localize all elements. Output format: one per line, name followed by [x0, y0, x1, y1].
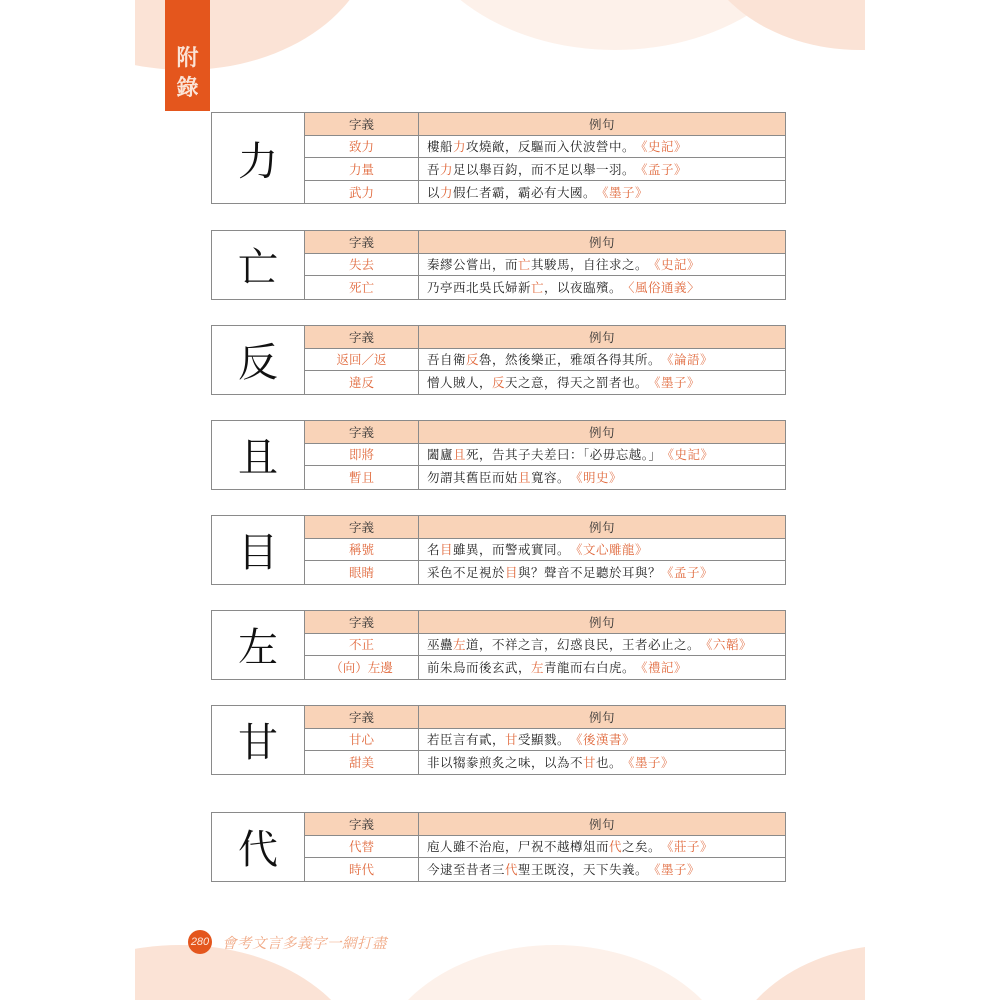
example-text: 其駿馬，自往求之。	[531, 257, 649, 273]
entry-grid	[305, 113, 785, 203]
example-highlight: 亡	[531, 280, 545, 296]
meaning-text: 致力	[348, 139, 374, 155]
table-row	[305, 444, 785, 467]
header-example-label: 例句	[588, 116, 615, 132]
book-title: 會考文言多義字一網打盡	[222, 935, 387, 952]
example-cell	[419, 349, 785, 371]
header-meaning	[305, 421, 419, 443]
example-source: 《孟子》	[661, 565, 714, 581]
header-example-label: 例句	[588, 329, 615, 345]
header-meaning-label: 字義	[348, 816, 374, 832]
headword-char: 左	[212, 611, 305, 679]
example-cell	[419, 158, 785, 180]
example-text: 與？聲音不足聽於耳與？	[518, 565, 662, 581]
header-meaning-label: 字義	[348, 424, 374, 440]
example-text: 青龍而右白虎。	[544, 660, 636, 676]
section-tab-char: 附	[176, 45, 199, 71]
meaning-text: 稱號	[348, 542, 374, 558]
meaning-text: 甘心	[348, 732, 374, 748]
header-meaning-label: 字義	[348, 116, 374, 132]
example-text: 巫蠱	[427, 637, 454, 653]
meaning-cell	[305, 751, 419, 774]
header-example	[419, 113, 785, 135]
table-row	[305, 466, 785, 489]
header-example-label: 例句	[588, 816, 615, 832]
table-header-row	[305, 421, 785, 444]
meaning-cell	[305, 634, 419, 656]
entry-grid	[305, 421, 785, 489]
example-text: 若臣言有貳，	[427, 732, 506, 748]
header-meaning	[305, 611, 419, 633]
headword-char: 反	[212, 326, 305, 394]
example-cell	[419, 656, 785, 679]
example-source: 《六韜》	[700, 637, 753, 653]
decor-blob	[725, 945, 865, 1000]
header-example	[419, 813, 785, 835]
example-text: 假仁者霸，霸必有大國。	[453, 184, 597, 200]
meaning-cell	[305, 858, 419, 881]
example-highlight: 力	[453, 139, 467, 155]
example-text: 吾自衛	[427, 352, 467, 368]
example-cell	[419, 836, 785, 858]
entry-grid	[305, 516, 785, 584]
example-source: 《孟子》	[635, 161, 688, 177]
example-cell	[419, 136, 785, 158]
header-meaning	[305, 326, 419, 348]
header-meaning	[305, 516, 419, 538]
example-text: 寬容。	[531, 470, 571, 486]
header-meaning-label: 字義	[348, 519, 374, 535]
example-text: 魯，然後樂正，雅頌各得其所。	[479, 352, 662, 368]
example-cell	[419, 371, 785, 394]
entry-table	[211, 112, 786, 204]
header-example-label: 例句	[588, 519, 615, 535]
table-header-row	[305, 113, 785, 136]
header-example	[419, 516, 785, 538]
table-header-row	[305, 611, 785, 634]
entry-table	[211, 230, 786, 300]
example-source: 〈風俗通義〉	[622, 280, 701, 296]
meaning-text: 即將	[348, 447, 374, 463]
table-row	[305, 158, 785, 181]
page-footer	[188, 930, 387, 954]
table-header-row	[305, 516, 785, 539]
meaning-text: 違反	[348, 375, 374, 391]
example-text: 非以犓豢煎炙之味，以為不	[427, 755, 584, 771]
example-text: 名	[427, 542, 441, 558]
example-highlight: 左	[531, 660, 545, 676]
example-text: 憎人賊人，	[427, 375, 493, 391]
example-text: 天之意，得天之罰者也。	[505, 375, 649, 391]
meaning-text: 失去	[348, 257, 374, 273]
header-example-label: 例句	[588, 614, 615, 630]
table-row	[305, 254, 785, 277]
headword-char: 力	[212, 113, 305, 203]
entry-grid	[305, 326, 785, 394]
meaning-cell	[305, 136, 419, 158]
header-example	[419, 611, 785, 633]
header-meaning-label: 字義	[348, 614, 374, 630]
example-highlight: 代	[505, 862, 519, 878]
meaning-text: 代替	[348, 839, 374, 855]
example-highlight: 反	[466, 352, 480, 368]
header-meaning	[305, 706, 419, 728]
example-text: 采色不足視於	[427, 565, 506, 581]
example-source: 《莊子》	[661, 839, 714, 855]
entry-table	[211, 610, 786, 680]
example-cell	[419, 729, 785, 751]
example-text: 足以舉百鈞，而不足以舉一羽。	[453, 161, 636, 177]
table-row	[305, 836, 785, 859]
meaning-text: 甜美	[348, 755, 374, 771]
example-text: 以	[427, 184, 441, 200]
example-text: ，以夜臨殯。	[544, 280, 623, 296]
example-text: 前朱鳥而後玄武，	[427, 660, 532, 676]
example-cell	[419, 539, 785, 561]
example-text: 庖人雖不治庖，尸祝不越樽俎而	[427, 839, 610, 855]
header-example	[419, 231, 785, 253]
table-row	[305, 181, 785, 204]
example-source: 《明史》	[570, 470, 623, 486]
table-header-row	[305, 231, 785, 254]
example-source: 《史記》	[661, 447, 714, 463]
example-source: 《禮記》	[635, 660, 688, 676]
book-page	[135, 0, 865, 1000]
entry-table	[211, 515, 786, 585]
example-cell	[419, 444, 785, 466]
header-meaning	[305, 113, 419, 135]
header-example	[419, 421, 785, 443]
example-source: 《後漢書》	[570, 732, 636, 748]
meaning-text: 眼睛	[348, 565, 374, 581]
meaning-text: 力量	[348, 161, 374, 177]
table-row	[305, 276, 785, 299]
header-example	[419, 326, 785, 348]
meaning-text: 返回／返	[336, 352, 387, 368]
meaning-cell	[305, 561, 419, 584]
table-row	[305, 371, 785, 394]
meaning-cell	[305, 729, 419, 751]
example-highlight: 反	[492, 375, 506, 391]
example-cell	[419, 466, 785, 489]
example-text: 吾	[427, 161, 441, 177]
table-row	[305, 539, 785, 562]
example-cell	[419, 276, 785, 299]
meaning-text: 不正	[348, 637, 374, 653]
entry-table	[211, 325, 786, 395]
table-row	[305, 751, 785, 774]
meaning-text: 武力	[348, 184, 374, 200]
example-source: 《墨子》	[596, 184, 649, 200]
header-meaning-label: 字義	[348, 709, 374, 725]
meaning-cell	[305, 349, 419, 371]
example-highlight: 代	[609, 839, 623, 855]
example-source: 《史記》	[635, 139, 688, 155]
section-tab-char: 錄	[176, 75, 199, 101]
example-source: 《墨子》	[622, 755, 675, 771]
entry-table	[211, 705, 786, 775]
example-cell	[419, 254, 785, 276]
example-source: 《墨子》	[648, 375, 701, 391]
meaning-cell	[305, 444, 419, 466]
example-highlight: 目	[505, 565, 519, 581]
example-text: 雖異，而警戒實同。	[453, 542, 571, 558]
meaning-cell	[305, 181, 419, 204]
example-cell	[419, 751, 785, 774]
header-meaning-label: 字義	[348, 329, 374, 345]
meaning-text: （向）左邊	[330, 660, 393, 676]
headword-char: 且	[212, 421, 305, 489]
header-meaning-label: 字義	[348, 234, 374, 250]
table-row	[305, 858, 785, 881]
entry-grid	[305, 706, 785, 774]
headword-char: 代	[212, 813, 305, 881]
example-highlight: 目	[440, 542, 454, 558]
example-text: 攻燒敵，反驅而入伏波營中。	[466, 139, 636, 155]
page-number-badge: 280	[188, 930, 212, 954]
example-text: 樓船	[427, 139, 454, 155]
example-text: 道，不祥之言，幻惑良民，王者必止之。	[466, 637, 701, 653]
example-text: 受顯戮。	[518, 732, 571, 748]
table-row	[305, 349, 785, 372]
example-text: 乃亭西北吳氏婦新	[427, 280, 532, 296]
example-cell	[419, 561, 785, 584]
header-meaning	[305, 813, 419, 835]
example-highlight: 亡	[518, 257, 532, 273]
example-text: 今逮至昔者三	[427, 862, 506, 878]
example-highlight: 且	[453, 447, 467, 463]
meaning-cell	[305, 466, 419, 489]
headword-char: 目	[212, 516, 305, 584]
example-source: 《墨子》	[648, 862, 701, 878]
meaning-text: 暫且	[348, 470, 374, 486]
header-example-label: 例句	[588, 424, 615, 440]
example-cell	[419, 858, 785, 881]
example-highlight: 左	[453, 637, 467, 653]
example-text: 也。	[596, 755, 623, 771]
header-example-label: 例句	[588, 709, 615, 725]
table-row	[305, 136, 785, 159]
meaning-cell	[305, 539, 419, 561]
entry-table	[211, 420, 786, 490]
table-row	[305, 656, 785, 679]
example-text: 死，告其子夫差曰：「必毋忘越。」	[466, 447, 662, 463]
table-header-row	[305, 813, 785, 836]
meaning-cell	[305, 836, 419, 858]
example-cell	[419, 634, 785, 656]
appendix-section-tab	[165, 0, 210, 111]
meaning-cell	[305, 656, 419, 679]
example-text: 闔廬	[427, 447, 454, 463]
example-text: 秦繆公嘗出，而	[427, 257, 519, 273]
example-source: 《文心雕龍》	[570, 542, 649, 558]
example-highlight: 甘	[583, 755, 597, 771]
meaning-cell	[305, 276, 419, 299]
decor-blob	[375, 945, 735, 1000]
meaning-text: 死亡	[348, 280, 374, 296]
entry-grid	[305, 231, 785, 299]
header-example-label: 例句	[588, 234, 615, 250]
meaning-text: 時代	[348, 862, 374, 878]
example-highlight: 力	[440, 184, 454, 200]
example-text: 之矣。	[622, 839, 662, 855]
table-row	[305, 634, 785, 657]
entry-grid	[305, 611, 785, 679]
entry-grid	[305, 813, 785, 881]
meaning-cell	[305, 158, 419, 180]
headword-char: 亡	[212, 231, 305, 299]
example-highlight: 且	[518, 470, 532, 486]
example-highlight: 甘	[505, 732, 519, 748]
meaning-cell	[305, 371, 419, 394]
example-source: 《史記》	[648, 257, 701, 273]
table-row	[305, 561, 785, 584]
table-row	[305, 729, 785, 752]
table-header-row	[305, 326, 785, 349]
table-header-row	[305, 706, 785, 729]
header-example	[419, 706, 785, 728]
example-source: 《論語》	[661, 352, 714, 368]
example-text: 勿謂其舊臣而姑	[427, 470, 519, 486]
example-text: 聖王既沒，天下失義。	[518, 862, 649, 878]
example-cell	[419, 181, 785, 204]
header-meaning	[305, 231, 419, 253]
entry-table	[211, 812, 786, 882]
meaning-cell	[305, 254, 419, 276]
headword-char: 甘	[212, 706, 305, 774]
example-highlight: 力	[440, 161, 454, 177]
